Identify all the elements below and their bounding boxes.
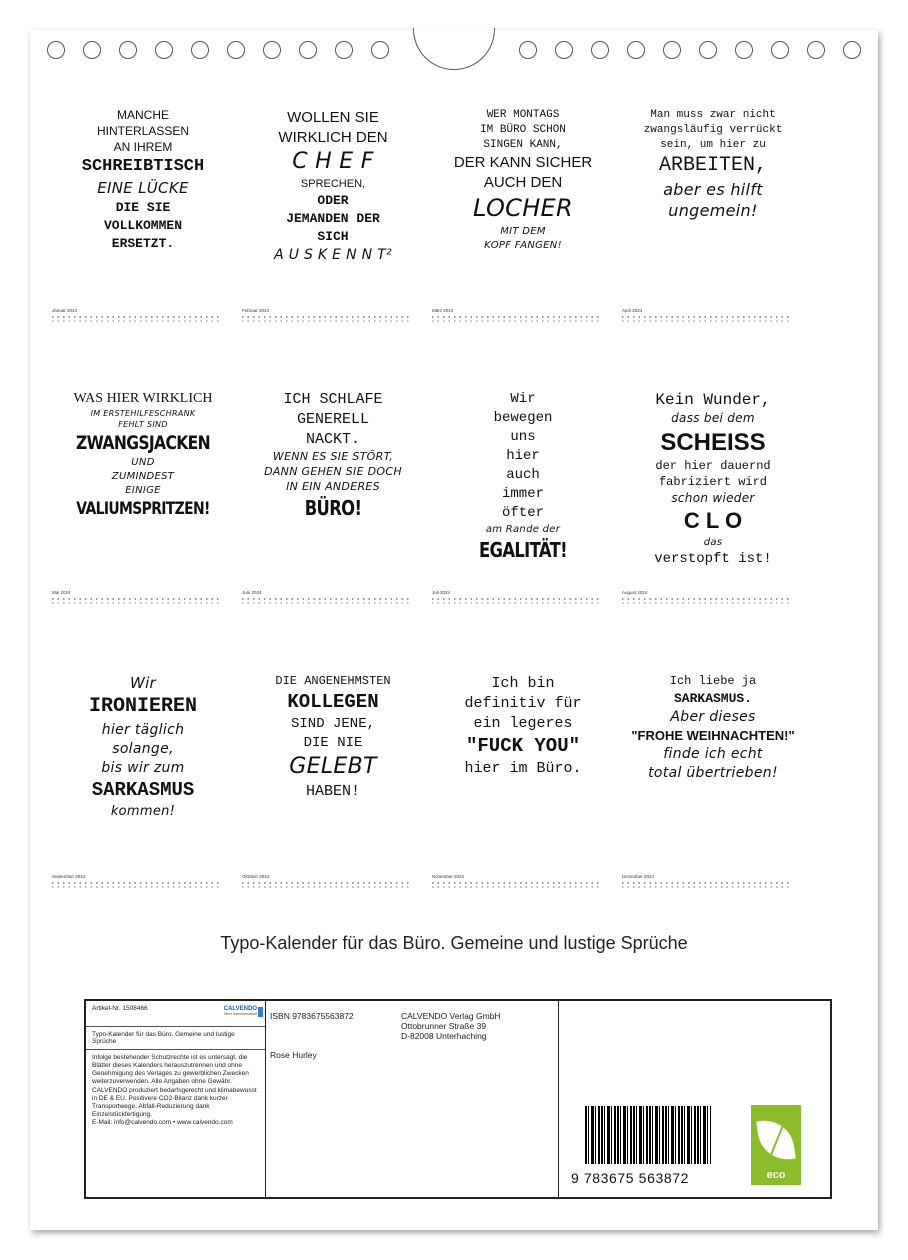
mini-calendar (242, 874, 424, 894)
quote-line: UND (131, 457, 155, 468)
quote-line: definitiv für (464, 695, 582, 712)
weekday-row (242, 602, 412, 604)
quote-line: A U S K E N N T² (274, 247, 392, 263)
binding-hole (591, 41, 609, 59)
mini-calendar (622, 590, 804, 610)
month-name: Oktober 2024 (242, 874, 270, 879)
binding-hole (555, 41, 573, 59)
quote-line: Kein Wunder, (655, 391, 771, 409)
day-row (622, 598, 792, 600)
month-name: Mai 2024 (52, 590, 71, 595)
barcode (585, 1106, 711, 1164)
quote-line: VALIUMSPRITZEN! (76, 499, 210, 519)
quote-line: WER MONTAGS (486, 109, 560, 121)
publisher-city: D-82008 Unterhaching (401, 1031, 487, 1042)
month-tile (432, 100, 614, 380)
quote-line: Ich liebe ja (669, 674, 757, 688)
title-row (86, 1027, 265, 1050)
month-name: Januar 2024 (52, 308, 78, 313)
weekday-row (622, 320, 792, 322)
day-row (622, 882, 792, 884)
eco-leaf-icon (751, 1105, 801, 1185)
mini-calendar (52, 874, 234, 894)
quote-line: JEMANDEN DER (286, 211, 380, 226)
quote-line: FEHLT SIND (118, 420, 168, 429)
quote-line: SCHEISS (660, 429, 766, 456)
day-row (432, 316, 602, 318)
month-name: Juni 2024 (242, 590, 262, 595)
quote-line: EINIGE (125, 485, 161, 496)
month-name: März 2024 (432, 308, 454, 313)
binding-hole (771, 41, 789, 59)
day-row (52, 598, 222, 600)
weekday-row (242, 886, 412, 888)
info-column-barcode (559, 1001, 830, 1197)
month-tile (242, 382, 424, 662)
quote-line: SINGEN KANN, (483, 139, 563, 151)
quote-line: hier (506, 448, 540, 464)
legal-row (86, 1050, 265, 1131)
publisher-street: Ottobrunner Straße 39 (401, 1021, 487, 1032)
weekday-row (622, 886, 792, 888)
month-name: September 2024 (52, 874, 86, 879)
quote-line: SCHREIBTISCH (81, 157, 205, 176)
author: Rose Hurley (270, 1050, 317, 1060)
binding-hole (519, 41, 537, 59)
weekday-row (432, 886, 602, 888)
quote-line: am Rande der (485, 524, 561, 535)
calendar-sheet (30, 30, 878, 1230)
binding-hole (263, 41, 281, 59)
quote-line: zwangsläufig verrückt (643, 124, 783, 136)
quote-line: WOLLEN SIE (287, 109, 379, 126)
quote (432, 666, 614, 886)
binding-hole (191, 41, 209, 59)
weekday-row (52, 320, 222, 322)
quote (52, 100, 234, 320)
hanger-cutout (413, 28, 495, 70)
quote-line: GELEBT (289, 754, 377, 779)
quote-line: HABEN! (305, 783, 360, 800)
mini-calendar (242, 308, 424, 328)
month-tile (52, 382, 234, 662)
info-panel (84, 999, 832, 1199)
mini-calendar (622, 308, 804, 328)
quote-line: HINTERLASSEN (96, 124, 190, 138)
quote-line: GENERELL (296, 411, 369, 428)
quote-line: WENN ES SIE STÖRT, (272, 450, 394, 463)
quote (242, 666, 424, 886)
month-name: Februar 2024 (242, 308, 270, 313)
quote-line: IM ERSTEHILFESCHRANK (90, 409, 196, 418)
quote (622, 666, 804, 886)
binding-hole (663, 41, 681, 59)
quote-line: kommen! (110, 804, 176, 819)
isbn: ISBN 9783675563872 (270, 1011, 354, 1021)
month-tile (622, 100, 804, 380)
quote-line: SICH (317, 229, 349, 244)
month-name: Juli 2024 (432, 590, 451, 595)
quote-line: auch (506, 467, 540, 483)
quote-line: AN IHREM (113, 140, 173, 154)
calendar-title: Typo-Kalender für das Büro. Gemeine und lustige Sprüche (92, 1031, 235, 1045)
weekday-row (52, 602, 222, 604)
brand-name: CALVENDO (223, 1006, 257, 1012)
quote-line: schon wieder (671, 491, 755, 505)
quote (432, 100, 614, 320)
month-tile (432, 666, 614, 946)
quote-line: "FUCK YOU" (465, 735, 581, 757)
quote-line: MIT DEM (500, 226, 546, 237)
month-tile (432, 382, 614, 662)
quote-line: ICH SCHLAFE (283, 391, 383, 408)
quote-line: dass bei dem (671, 411, 755, 425)
quote-line: total übertrieben! (648, 765, 778, 781)
mini-calendar (52, 308, 234, 328)
binding-hole (371, 41, 389, 59)
quote-line: das (703, 537, 723, 548)
quote-line: hier im Büro. (464, 760, 582, 777)
binding-hole (627, 41, 645, 59)
weekday-row (52, 886, 222, 888)
info-column-article (86, 1001, 266, 1197)
quote (432, 382, 614, 602)
leaf-shape (756, 1117, 796, 1163)
quote-line: ZWANGSJACKEN (75, 432, 211, 454)
quote-line: finde ich echt (663, 746, 763, 762)
quote-line: DANN GEHEN SIE DOCH (264, 465, 402, 478)
quote-line: DIE NIE (303, 735, 363, 751)
day-row (242, 882, 412, 884)
quote-line: AUCH DEN (483, 174, 563, 191)
binding-hole (807, 41, 825, 59)
quote-line: "FROHE WEIHNACHTEN!" (631, 728, 795, 743)
quote-line: Wir (510, 391, 536, 407)
quote (242, 382, 424, 602)
quote-line: BÜRO! (304, 496, 362, 520)
day-row (242, 316, 412, 318)
quote-line: hier täglich (101, 722, 185, 738)
quote-line: NACKT. (305, 431, 360, 448)
mini-calendar (52, 590, 234, 610)
month-name: November 2024 (432, 874, 465, 879)
quote-line: SPRECHEN, (300, 178, 366, 190)
mini-calendar (242, 590, 424, 610)
day-row (432, 882, 602, 884)
quote-line: ODER (317, 193, 349, 208)
quote-line: VOLLKOMMEN (103, 218, 182, 233)
quote-line: ungemein! (668, 201, 758, 220)
quote-line: C H E F (292, 149, 374, 174)
quote-line: solange, (112, 741, 174, 757)
quote-line: ZUMINDEST (111, 471, 175, 482)
quote-line: ARBEITEN, (658, 154, 768, 177)
quote-line: DIE SIE (115, 200, 171, 215)
month-tile (242, 666, 424, 946)
quote-line: SARKASMUS (91, 779, 195, 801)
quote-line: EINE LÜCKE (97, 179, 189, 197)
quote (242, 100, 424, 320)
month-tile (52, 666, 234, 946)
day-row (622, 316, 792, 318)
barcode-digits: 9 783675 563872 (571, 1170, 689, 1186)
contact-email: E-Mail: info@calvendo.com • www.calvendo.com (92, 1119, 233, 1126)
weekday-row (432, 602, 602, 604)
weekday-row (432, 320, 602, 322)
quote-line: ein legeres (473, 715, 573, 732)
binding-hole (735, 41, 753, 59)
quote-line: Wir (129, 674, 157, 692)
month-tile (622, 382, 804, 662)
quote-line: IN EIN ANDERES (286, 480, 380, 493)
quote-line: KOLLEGEN (287, 691, 379, 713)
day-row (52, 882, 222, 884)
calvendo-mark-icon (258, 1007, 263, 1017)
quote-line: SARKASMUS. (673, 691, 752, 706)
quote (622, 382, 804, 602)
quote-line: DIE ANGENEHMSTEN (275, 674, 391, 688)
month-name: April 2024 (622, 308, 643, 313)
quote-line: bis wir zum (101, 760, 185, 776)
eco-label: eco (766, 1169, 786, 1181)
calendar-caption: Typo-Kalender für das Büro. Gemeine und lustige Sprüche (220, 933, 688, 953)
quote-line: WAS HIER WIRKLICH (73, 391, 213, 406)
quote-line: sein, um hier zu (660, 139, 766, 151)
quote-line: fabriziert wird (658, 475, 768, 489)
quote-line: Aber dieses (670, 709, 756, 725)
binding-hole (699, 41, 717, 59)
quote (622, 100, 804, 320)
quote (52, 666, 234, 886)
binding-hole (335, 41, 353, 59)
mini-calendar (432, 874, 614, 894)
legal-text: Infolge bestehender Schutzrechte ist es untersagt, die Blätter dieses Kalenders herauszutrennen und ohne Genehmigung des Verlages zu gewerblichen Zwecken weiterzuverwenden. Alle Angaben ohne Gewähr. CALVENDO produziert bedarfsgerecht und klimabewusst in DE & EU. Positivere CO2-Bilanz dank kurzer Transportwege. Abfall-Reduzierung dank Einzelstückfertigung. (92, 1054, 257, 1118)
quote-line: uns (510, 429, 536, 445)
quote-line: SIND JENE, (290, 716, 375, 732)
calvendo-logo (224, 1006, 257, 1016)
article-row (86, 1001, 265, 1027)
brand-subline: Mehr Kalendervielfalt (224, 1012, 257, 1016)
quote-line: IRONIEREN (88, 695, 198, 718)
month-tile (242, 100, 424, 380)
binding-hole (119, 41, 137, 59)
quote-line: öfter (501, 505, 544, 521)
binding-hole (299, 41, 317, 59)
quote-line: Man muss zwar nicht (650, 109, 776, 121)
quote-line: LOCHER (473, 194, 573, 222)
mini-calendar (622, 874, 804, 894)
quote-line: Ich bin (491, 675, 555, 692)
quote-line: EGALITÄT! (478, 538, 567, 562)
binding-hole (83, 41, 101, 59)
quote-line: immer (501, 486, 544, 502)
quote-line: der hier dauernd (655, 459, 771, 473)
quote-line: WIRKLICH DEN (278, 129, 388, 146)
binding-hole (47, 41, 65, 59)
binding-hole (155, 41, 173, 59)
quote-line: bewegen (493, 410, 553, 426)
info-column-publisher (266, 1001, 559, 1197)
month-tile (622, 666, 804, 946)
weekday-row (622, 602, 792, 604)
day-row (242, 598, 412, 600)
quote-line: IM BÜRO SCHON (480, 124, 566, 136)
quote-line: KOPF FANGEN! (484, 240, 562, 251)
quote-line: aber es hilft (663, 180, 763, 199)
mini-calendar (432, 308, 614, 328)
article-number: Artikel-Nr. 1508466 (92, 1005, 148, 1012)
quote-line: verstopft ist! (654, 551, 772, 567)
binding-hole (843, 41, 861, 59)
weekday-row (242, 320, 412, 322)
mini-calendar (432, 590, 614, 610)
quote-line: DER KANN SICHER (453, 154, 593, 171)
month-tile (52, 100, 234, 380)
day-row (52, 316, 222, 318)
quote-line: ERSETZT. (111, 236, 175, 251)
quote (52, 382, 234, 602)
publisher-address (401, 1011, 501, 1042)
quote-line: C L O (683, 508, 743, 533)
quote-line: MANCHE (116, 108, 169, 122)
month-name: Dezember 2024 (622, 874, 655, 879)
binding-hole (227, 41, 245, 59)
publisher-name: CALVENDO Verlag GmbH (401, 1011, 501, 1021)
day-row (432, 598, 602, 600)
month-name: August 2024 (622, 590, 648, 595)
